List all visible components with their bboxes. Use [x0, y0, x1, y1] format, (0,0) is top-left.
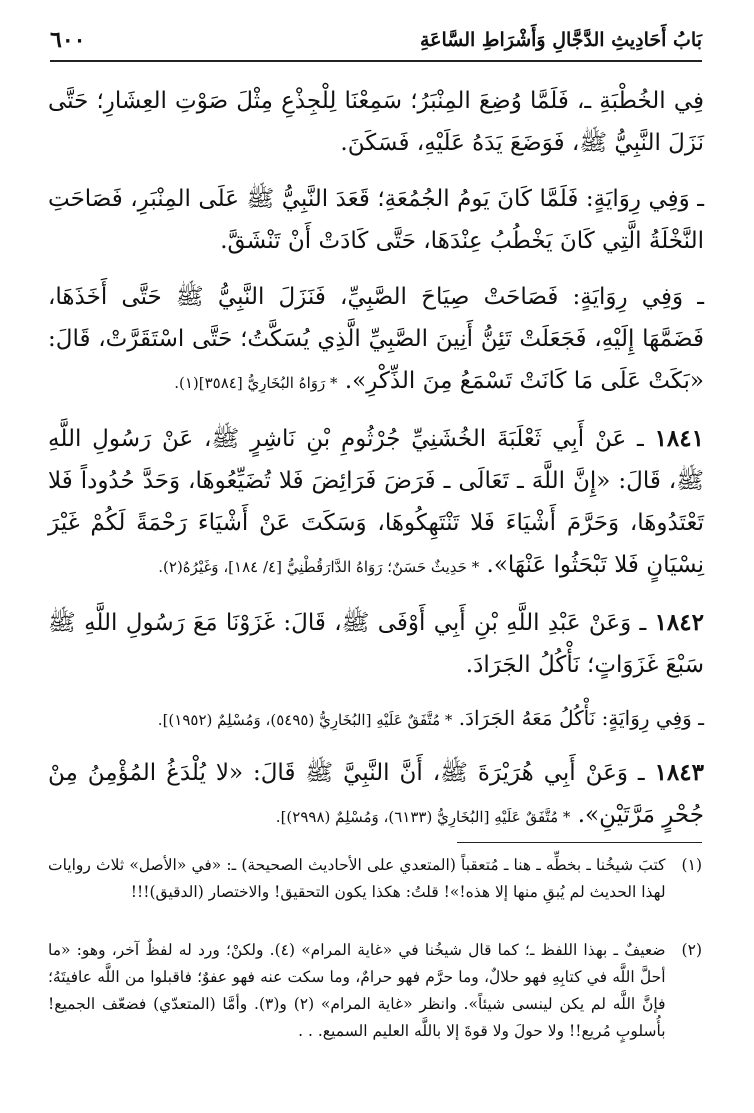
page-number: ٦٠٠ — [50, 27, 86, 53]
hadith-number: ١٨٤٢ — [654, 609, 704, 636]
hadith-reference: * حَدِيثٌ حَسَنٌ؛ رَوَاهُ الدَّارَقُطْنِيُّ [٤/ ١٨٤]، وَغَيْرُهُ(٢). — [158, 558, 480, 576]
paragraph-text: ـ وَفِي رِوَايَةٍ: فَصَاحَتْ صِيَاحَ الصَّبِيِّ، فَنَزَلَ النَّبِيُّ ﷺ حَتَّى أَخَذَهَا، فَضَمَّهَا إِلَيْهِ، فَجَعَلَتْ تَئِنُّ أَنِينَ الصَّبِيِّ الَّذِي يُسَكَّتُ؛ حَتَّى اسْتَقَرَّتْ، قَالَ: «بَكَتْ عَلَى مَا كَانَتْ تَسْمَعُ مِنَ الذِّكْرِ». — [48, 284, 704, 394]
running-header — [50, 22, 702, 58]
paragraph-text: فِي الخُطْبَةِ ـ، فَلَمَّا وُضِعَ المِنْبَرُ؛ سَمِعْنَا لِلْجِذْعِ مِثْلَ صَوْتِ العِشَارِ؛ حَتَّى نَزَلَ النَّبِيُّ ﷺ، فَوَضَعَ يَدَهُ عَلَيْهِ، فَسَكَنَ. — [48, 88, 704, 156]
footnote-text: ضعيفٌ ـ بهذا اللفظ ـ؛ كما قال شيخُنا في «غاية المرام» (٤). ولكنْ؛ ورد له لفظٌ آخر، وهو: «ما أحلَّ اللَّه في كتابِهِ فهو حلالٌ، وما حرَّم فهو حرامٌ، وما سكت عنه فهو عفوٌ؛ فاقبلوا من اللَّه عافيتَهُ؛ فإنَّ اللَّه لم يكن لينسى شيئاً». وانظر «غاية المرام» (٢) و(٣). وأمَّا (المتعدّي) فضعّف الجميع! بأُسلوبٍ مُريع!! ولا حولَ ولا قوةَ إلا باللَّه العليم السميع. . . — [48, 941, 666, 1040]
paragraph — [48, 80, 704, 164]
hadith-number: ١٨٤٣ — [654, 759, 704, 786]
paragraph-text: ـ وَفِي رِوَايَةٍ: فَلَمَّا كَانَ يَومُ الجُمُعَةِ؛ قَعَدَ النَّبِيُّ ﷺ عَلَى المِنْبَرِ، فَصَاحَتِ النَّخْلَةُ الَّتِي كَانَ يَخْطُبُ عِنْدَهَا، حَتَّى كَادَتْ أَنْ تَنْشَقَّ. — [48, 186, 704, 254]
hadith-reference: * رَوَاهُ البُخَارِيُّ [٣٥٨٤](١). — [174, 374, 338, 392]
paragraph-text: ـ وَفِي رِوَايَةٍ: نَأْكُلُ مَعَهُ الجَرَادَ. — [458, 706, 704, 730]
hadith-reference: * مُتَّفَقٌ عَلَيْهِ [البُخَارِيُّ (٦١٣٣)، وَمُسْلِمٌ (٢٩٩٨)]. — [275, 808, 571, 826]
hadith-number: ١٨٤١ — [654, 425, 704, 452]
footnote-separator — [457, 842, 702, 843]
main-text — [48, 80, 704, 852]
hadith-paragraph — [48, 602, 704, 686]
header-rule — [50, 60, 702, 62]
hadith-reference: * مُتَّفَقٌ عَلَيْهِ [البُخَارِيُّ (٥٤٩٥)، وَمُسْلِمٌ (١٩٥٢)]. — [157, 711, 453, 729]
footnote-number: (٢) — [681, 941, 702, 959]
chapter-title: بَابُ أَحَادِيثِ الدَّجَّالِ وَأَشْرَاطِ السَّاعَةِ — [419, 29, 702, 51]
paragraph — [48, 276, 704, 404]
paragraph-text: ـ وَعَنْ أَبِي هُرَيْرَةَ ﷺ، أَنَّ النَّبِيَّ ﷺ قَالَ: «لا يُلْدَغُ المُؤْمِنُ مِنْ جُحْرٍ مَرَّتَيْنِ». — [48, 760, 704, 828]
paragraph — [48, 178, 704, 262]
hadith-paragraph — [48, 418, 704, 588]
paragraph-text: ـ وَعَنْ عَبْدِ اللَّهِ بْنِ أَبِي أَوْفَى ﷺ، قَالَ: غَزَوْنَا مَعَ رَسُولِ اللَّهِ ﷺ سَبْعَ غَزَوَاتٍ؛ نَأْكُلُ الجَرَادَ. — [48, 610, 704, 678]
footnote-number: (١) — [681, 856, 702, 874]
paragraph — [48, 700, 704, 738]
paragraph-text: ـ عَنْ أَبِي ثَعْلَبَةَ الخُشَنِيِّ جُرْثُومِ بْنِ نَاشِرٍ ﷺ، عَنْ رَسُولِ اللَّهِ ﷺ، قَالَ: «إِنَّ اللَّهَ ـ تَعَالَى ـ فَرَضَ فَرَائِضَ فَلا تُضَيِّعُوهَا، وَحَدَّ حُدُوداً فَلا تَعْتَدُوهَا، وَحَرَّمَ أَشْيَاءَ فَلا تَنْتَهِكُوهَا، وَسَكَتَ عَنْ أَشْيَاءَ رَحْمَةً لَكُمْ غَيْرَ نِسْيَانٍ فَلا تَبْحَثُوا عَنْهَا». — [48, 426, 704, 578]
hadith-paragraph — [48, 752, 704, 838]
footnote — [48, 852, 702, 906]
footnote-text: كتبَ شيخُنا ـ بخطِّه ـ هنا ـ مُتعقباً (المتعدي على الأحاديث الصحيحة) ـ: «في «الأصل» ثلاث روايات لهذا الحديث لم يُبقِ منها إلا هذه!»! قلتُ: هكذا يكون التحقيق! والاختصار (الدقيق)!!! — [48, 856, 666, 901]
footnote — [48, 937, 702, 1045]
